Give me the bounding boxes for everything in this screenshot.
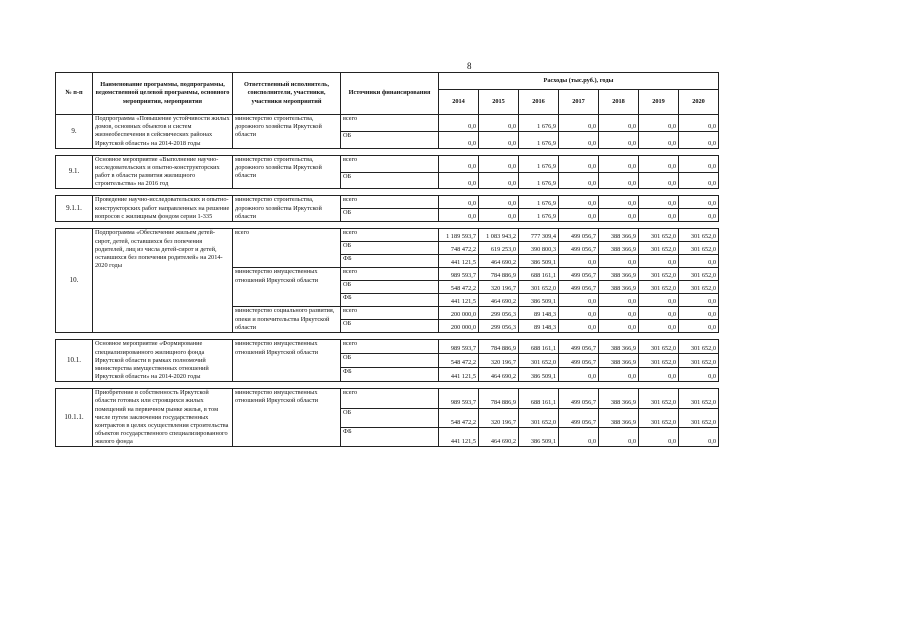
row-value: 499 056,7 (559, 268, 599, 281)
col-header-executor: Ответственный исполнитель, соисполнители, участники, участники мероприятий (233, 73, 341, 115)
row-executor: министерство имущественных отношений Иркутской области (233, 389, 341, 447)
group-gap (56, 382, 719, 389)
row-value: 0,0 (599, 209, 639, 222)
row-value: 464 690,2 (479, 428, 519, 447)
row-value: 0,0 (599, 368, 639, 382)
row-value: 0,0 (639, 155, 679, 172)
row-value: 784 886,9 (479, 340, 519, 354)
row-value: 1 676,9 (519, 196, 559, 209)
row-value: 301 652,0 (679, 340, 719, 354)
row-value: 390 800,3 (519, 242, 559, 255)
row-value: 1 083 943,2 (479, 229, 519, 242)
row-value: 548 472,2 (439, 281, 479, 294)
row-value: 0,0 (599, 320, 639, 333)
row-source: ФБ (341, 255, 439, 268)
row-value: 388 366,9 (599, 242, 639, 255)
row-number: 9.1. (56, 155, 93, 189)
row-executor: всего (233, 229, 341, 268)
row-value: 499 056,7 (559, 242, 599, 255)
row-value: 0,0 (639, 307, 679, 320)
row-value: 301 652,0 (679, 389, 719, 408)
row-value: 320 196,7 (479, 408, 519, 427)
row-value: 688 161,1 (519, 389, 559, 408)
row-source: ФБ (341, 368, 439, 382)
table-row (56, 196, 719, 209)
expenses-table (55, 72, 719, 447)
row-number: 10.1. (56, 340, 93, 382)
row-value: 0,0 (679, 209, 719, 222)
row-value: 989 593,7 (439, 340, 479, 354)
row-value: 619 253,0 (479, 242, 519, 255)
row-value: 0,0 (599, 131, 639, 148)
row-value: 301 652,0 (639, 340, 679, 354)
row-value: 548 472,2 (439, 408, 479, 427)
row-value: 0,0 (599, 294, 639, 307)
row-source: ОБ (341, 209, 439, 222)
row-source: всего (341, 155, 439, 172)
gap-cell (56, 382, 719, 389)
row-value: 301 652,0 (679, 229, 719, 242)
row-value: 0,0 (679, 196, 719, 209)
year-header: 2018 (599, 90, 639, 115)
table-row (56, 389, 719, 408)
row-executor: министерство имущественных отношений Иркутской области (233, 268, 341, 307)
row-value: 0,0 (599, 196, 639, 209)
row-value: 989 593,7 (439, 389, 479, 408)
year-header: 2015 (479, 90, 519, 115)
year-header: 2019 (639, 90, 679, 115)
row-name: Основное мероприятие «Формирование специализированного жилищного фонда Иркутской области в рамках полномочий министерства имущественных отношений Иркутской области» на 2014-2020 годы (93, 340, 233, 382)
row-value: 441 121,5 (439, 294, 479, 307)
row-value: 320 196,7 (479, 354, 519, 368)
row-value: 388 366,9 (599, 408, 639, 427)
row-value: 0,0 (599, 307, 639, 320)
row-source: ОБ (341, 320, 439, 333)
row-value: 388 366,9 (599, 354, 639, 368)
row-value: 0,0 (559, 255, 599, 268)
row-value: 499 056,7 (559, 354, 599, 368)
row-value: 0,0 (559, 307, 599, 320)
row-value: 441 121,5 (439, 368, 479, 382)
row-number: 10. (56, 229, 93, 333)
row-value: 301 652,0 (639, 268, 679, 281)
row-value: 777 309,4 (519, 229, 559, 242)
row-value: 301 652,0 (679, 268, 719, 281)
row-value: 388 366,9 (599, 229, 639, 242)
table-row (56, 340, 719, 354)
row-value: 441 121,5 (439, 428, 479, 447)
row-source: ОБ (341, 408, 439, 427)
row-value: 388 366,9 (599, 340, 639, 354)
col-header-expenses: Расходы (тыс.руб.), годы (439, 73, 719, 90)
row-value: 0,0 (599, 115, 639, 132)
row-value: 748 472,2 (439, 242, 479, 255)
row-name: Приобретение в собственность Иркутской области готовых или строящихся жилых помещений на первичном рынке жилья, в том числе путем заключения государственных контрактов в целях осуществления строительства объектов государственного специализированного жилого фонда (93, 389, 233, 447)
row-value: 301 652,0 (639, 229, 679, 242)
row-value: 0,0 (599, 172, 639, 189)
row-source: всего (341, 340, 439, 354)
row-value: 0,0 (639, 368, 679, 382)
row-value: 0,0 (599, 428, 639, 447)
row-value: 301 652,0 (639, 408, 679, 427)
row-value: 0,0 (479, 209, 519, 222)
row-executor: министерство строительства, дорожного хозяйства Иркутской области (233, 196, 341, 222)
row-number: 9.1.1. (56, 196, 93, 222)
row-value: 0,0 (639, 255, 679, 268)
row-value: 301 652,0 (639, 389, 679, 408)
page-number: 8 (467, 61, 472, 71)
row-value: 200 000,0 (439, 307, 479, 320)
year-header: 2020 (679, 90, 719, 115)
group-gap (56, 222, 719, 229)
row-value: 464 690,2 (479, 368, 519, 382)
row-source: всего (341, 115, 439, 132)
row-value: 0,0 (559, 320, 599, 333)
row-value: 0,0 (679, 155, 719, 172)
row-value: 0,0 (639, 131, 679, 148)
gap-cell (56, 333, 719, 340)
row-value: 784 886,9 (479, 268, 519, 281)
row-value: 0,0 (479, 196, 519, 209)
row-value: 499 056,7 (559, 389, 599, 408)
row-value: 89 148,3 (519, 307, 559, 320)
row-value: 0,0 (679, 255, 719, 268)
row-value: 301 652,0 (519, 408, 559, 427)
row-value: 0,0 (439, 131, 479, 148)
row-value: 0,0 (639, 294, 679, 307)
row-value: 499 056,7 (559, 408, 599, 427)
row-source: ОБ (341, 354, 439, 368)
row-value: 0,0 (439, 172, 479, 189)
row-name: Основное мероприятие «Выполнение научно-исследовательских и опытно-конструкторских работ в области развития жилищного строительства» на 2016 год (93, 155, 233, 189)
row-value: 0,0 (679, 115, 719, 132)
row-value: 0,0 (559, 368, 599, 382)
row-value: 0,0 (559, 209, 599, 222)
group-gap (56, 333, 719, 340)
row-name: Подпрограмма «Обеспечение жильем детей-сирот, детей, оставшихся без попечения родителей, лиц из числа детей-сирот и детей, оставшихся без попечения родителей» на 2014-2020 годы (93, 229, 233, 333)
col-header-name: Наименование программы, подпрограммы, ведомственной целевой программы, основного мероприятия, мероприятия (93, 73, 233, 115)
row-value: 0,0 (679, 294, 719, 307)
row-value: 499 056,7 (559, 281, 599, 294)
row-number: 10.1.1. (56, 389, 93, 447)
row-value: 0,0 (559, 131, 599, 148)
row-executor: министерство строительства, дорожного хозяйства Иркутской области (233, 115, 341, 149)
row-value: 301 652,0 (679, 408, 719, 427)
year-header: 2014 (439, 90, 479, 115)
row-value: 1 676,9 (519, 115, 559, 132)
row-value: 0,0 (639, 320, 679, 333)
row-source: всего (341, 196, 439, 209)
row-value: 386 509,1 (519, 368, 559, 382)
gap-cell (56, 148, 719, 155)
row-value: 388 366,9 (599, 389, 639, 408)
row-value: 200 000,0 (439, 320, 479, 333)
row-value: 0,0 (679, 320, 719, 333)
row-value: 0,0 (679, 172, 719, 189)
row-value: 0,0 (639, 172, 679, 189)
row-value: 1 676,9 (519, 172, 559, 189)
gap-cell (56, 222, 719, 229)
row-value: 0,0 (679, 131, 719, 148)
row-value: 464 690,2 (479, 294, 519, 307)
row-value: 0,0 (479, 131, 519, 148)
row-value: 301 652,0 (519, 281, 559, 294)
row-value: 0,0 (559, 172, 599, 189)
col-header-source: Источники финансирования (341, 73, 439, 115)
row-value: 1 676,9 (519, 131, 559, 148)
row-value: 688 161,1 (519, 340, 559, 354)
row-value: 299 056,3 (479, 307, 519, 320)
row-value: 301 652,0 (639, 354, 679, 368)
row-source: всего (341, 229, 439, 242)
row-value: 388 366,9 (599, 268, 639, 281)
row-source: ОБ (341, 281, 439, 294)
row-value: 0,0 (439, 209, 479, 222)
row-value: 0,0 (559, 196, 599, 209)
row-executor: министерство строительства, дорожного хозяйства Иркутской области (233, 155, 341, 189)
row-executor: министерство имущественных отношений Иркутской области (233, 340, 341, 382)
row-value: 0,0 (439, 155, 479, 172)
row-value: 989 593,7 (439, 268, 479, 281)
row-value: 0,0 (559, 428, 599, 447)
row-value: 0,0 (679, 307, 719, 320)
row-value: 301 652,0 (639, 281, 679, 294)
row-value: 0,0 (679, 368, 719, 382)
row-value: 499 056,7 (559, 340, 599, 354)
row-value: 688 161,1 (519, 268, 559, 281)
row-source: ФБ (341, 294, 439, 307)
table-row (56, 229, 719, 242)
row-source: всего (341, 307, 439, 320)
col-header-num: № п-п (56, 73, 93, 115)
row-value: 0,0 (559, 115, 599, 132)
row-value: 0,0 (599, 255, 639, 268)
row-value: 1 676,9 (519, 209, 559, 222)
row-value: 301 652,0 (639, 242, 679, 255)
row-value: 386 509,1 (519, 255, 559, 268)
row-value: 301 652,0 (679, 354, 719, 368)
row-source: всего (341, 268, 439, 281)
row-value: 0,0 (479, 115, 519, 132)
row-value: 388 366,9 (599, 281, 639, 294)
row-number: 9. (56, 115, 93, 149)
row-value: 0,0 (639, 115, 679, 132)
row-source: ОБ (341, 242, 439, 255)
group-gap (56, 189, 719, 196)
row-value: 0,0 (639, 428, 679, 447)
row-value: 301 652,0 (679, 242, 719, 255)
row-value: 0,0 (439, 196, 479, 209)
row-source: ОБ (341, 131, 439, 148)
row-source: ФБ (341, 428, 439, 447)
row-value: 441 121,5 (439, 255, 479, 268)
row-value: 0,0 (639, 196, 679, 209)
row-value: 784 886,9 (479, 389, 519, 408)
row-value: 1 189 593,7 (439, 229, 479, 242)
row-name: Подпрограмма «Повышение устойчивости жилых домов, основных объектов и систем жизнеобеспечения в сейсмических районах Иркутской области» на 2014-2018 годы (93, 115, 233, 149)
group-gap (56, 148, 719, 155)
row-value: 301 652,0 (519, 354, 559, 368)
row-value: 0,0 (599, 155, 639, 172)
row-value: 1 676,9 (519, 155, 559, 172)
table-row (56, 155, 719, 172)
row-value: 0,0 (639, 209, 679, 222)
row-value: 386 509,1 (519, 294, 559, 307)
row-value: 0,0 (479, 172, 519, 189)
row-value: 299 056,3 (479, 320, 519, 333)
row-value: 386 509,1 (519, 428, 559, 447)
row-value: 320 196,7 (479, 281, 519, 294)
row-name: Проведение научно-исследовательских и опытно-конструкторских работ направленных на решение вопросов с жилищным фондом серии 1-335 (93, 196, 233, 222)
row-value: 548 472,2 (439, 354, 479, 368)
row-value: 464 690,2 (479, 255, 519, 268)
row-value: 0,0 (479, 155, 519, 172)
table-row (56, 115, 719, 132)
row-value: 301 652,0 (679, 281, 719, 294)
row-value: 0,0 (679, 428, 719, 447)
gap-cell (56, 189, 719, 196)
year-header: 2016 (519, 90, 559, 115)
row-source: всего (341, 389, 439, 408)
row-value: 0,0 (559, 155, 599, 172)
row-value: 0,0 (559, 294, 599, 307)
row-value: 499 056,7 (559, 229, 599, 242)
row-value: 0,0 (439, 115, 479, 132)
row-value: 89 148,3 (519, 320, 559, 333)
year-header: 2017 (559, 90, 599, 115)
row-source: ОБ (341, 172, 439, 189)
row-executor: министерство социального развития, опеки и попечительства Иркутской области (233, 307, 341, 333)
